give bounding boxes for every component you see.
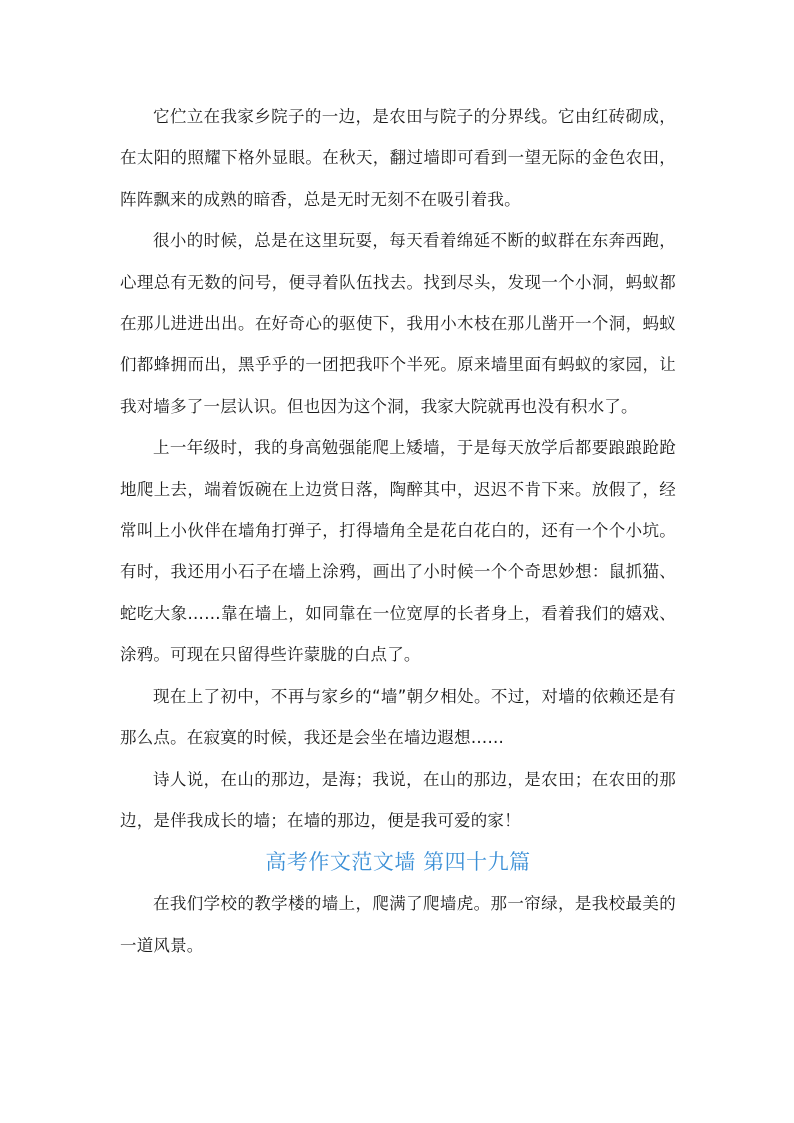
paragraph: 上一年级时，我的身高勉强能爬上矮墙，于是每天放学后都要踉踉跄跄地爬上去，端着饭碗在上边赏日落，陶醉其中，迟迟不肯下来。放假了，经常叫上小伙伴在墙角打弹子，打得墙角全是花白花白的，还有一个个小坑。有时，我还用小石子在墙上涂鸦，画出了小时候一个个奇思妙想：鼠抓猫、蛇吃大象……靠在墙上，如同靠在一位宽厚的长者身上，看着我们的嬉戏、涂鸦。可现在只留得些许蒙胧的白点了。 xyxy=(120,438,676,665)
paragraph: 很小的时候，总是在这里玩耍，每天看着绵延不断的蚁群在东奔西跑，心理总有无数的问号，便寻着队伍找去。找到尽头，发现一个小洞，蚂蚁都在那儿进进出出。在好奇心的驱使下，我用小木枝在那儿凿开一个洞，蚂蚁们都蜂拥而出，黑乎乎的一团把我吓个半死。原来墙里面有蚂蚁的家园，让我对墙多了一层认识。但也因为这个洞，我家大院就再也没有积水了。 xyxy=(120,231,676,416)
paragraph: 在我们学校的教学楼的墙上，爬满了爬墙虎。那一帘绿，是我校最美的一道风景。 xyxy=(120,894,676,955)
paragraph: 诗人说，在山的那边，是海；我说，在山的那边，是农田；在农田的那边，是伴我成长的墙；在墙的那边，便是我可爱的家！ xyxy=(120,769,676,830)
section-heading: 高考作文范文墙 第四十九篇 xyxy=(265,850,531,875)
paragraph: 它伫立在我家乡院子的一边，是农田与院子的分界线。它由红砖砌成，在太阳的照耀下格外显眼。在秋天，翻过墙即可看到一望无际的金色农田，阵阵飘来的成熟的暗香，总是无时无刻不在吸引着我。 xyxy=(120,107,676,209)
paragraph: 现在上了初中，不再与家乡的“墙”朝夕相处。不过，对墙的依赖还是有那么点。在寂寞的时候，我还是会坐在墙边遐想…… xyxy=(120,686,676,748)
document-page xyxy=(120,96,676,966)
